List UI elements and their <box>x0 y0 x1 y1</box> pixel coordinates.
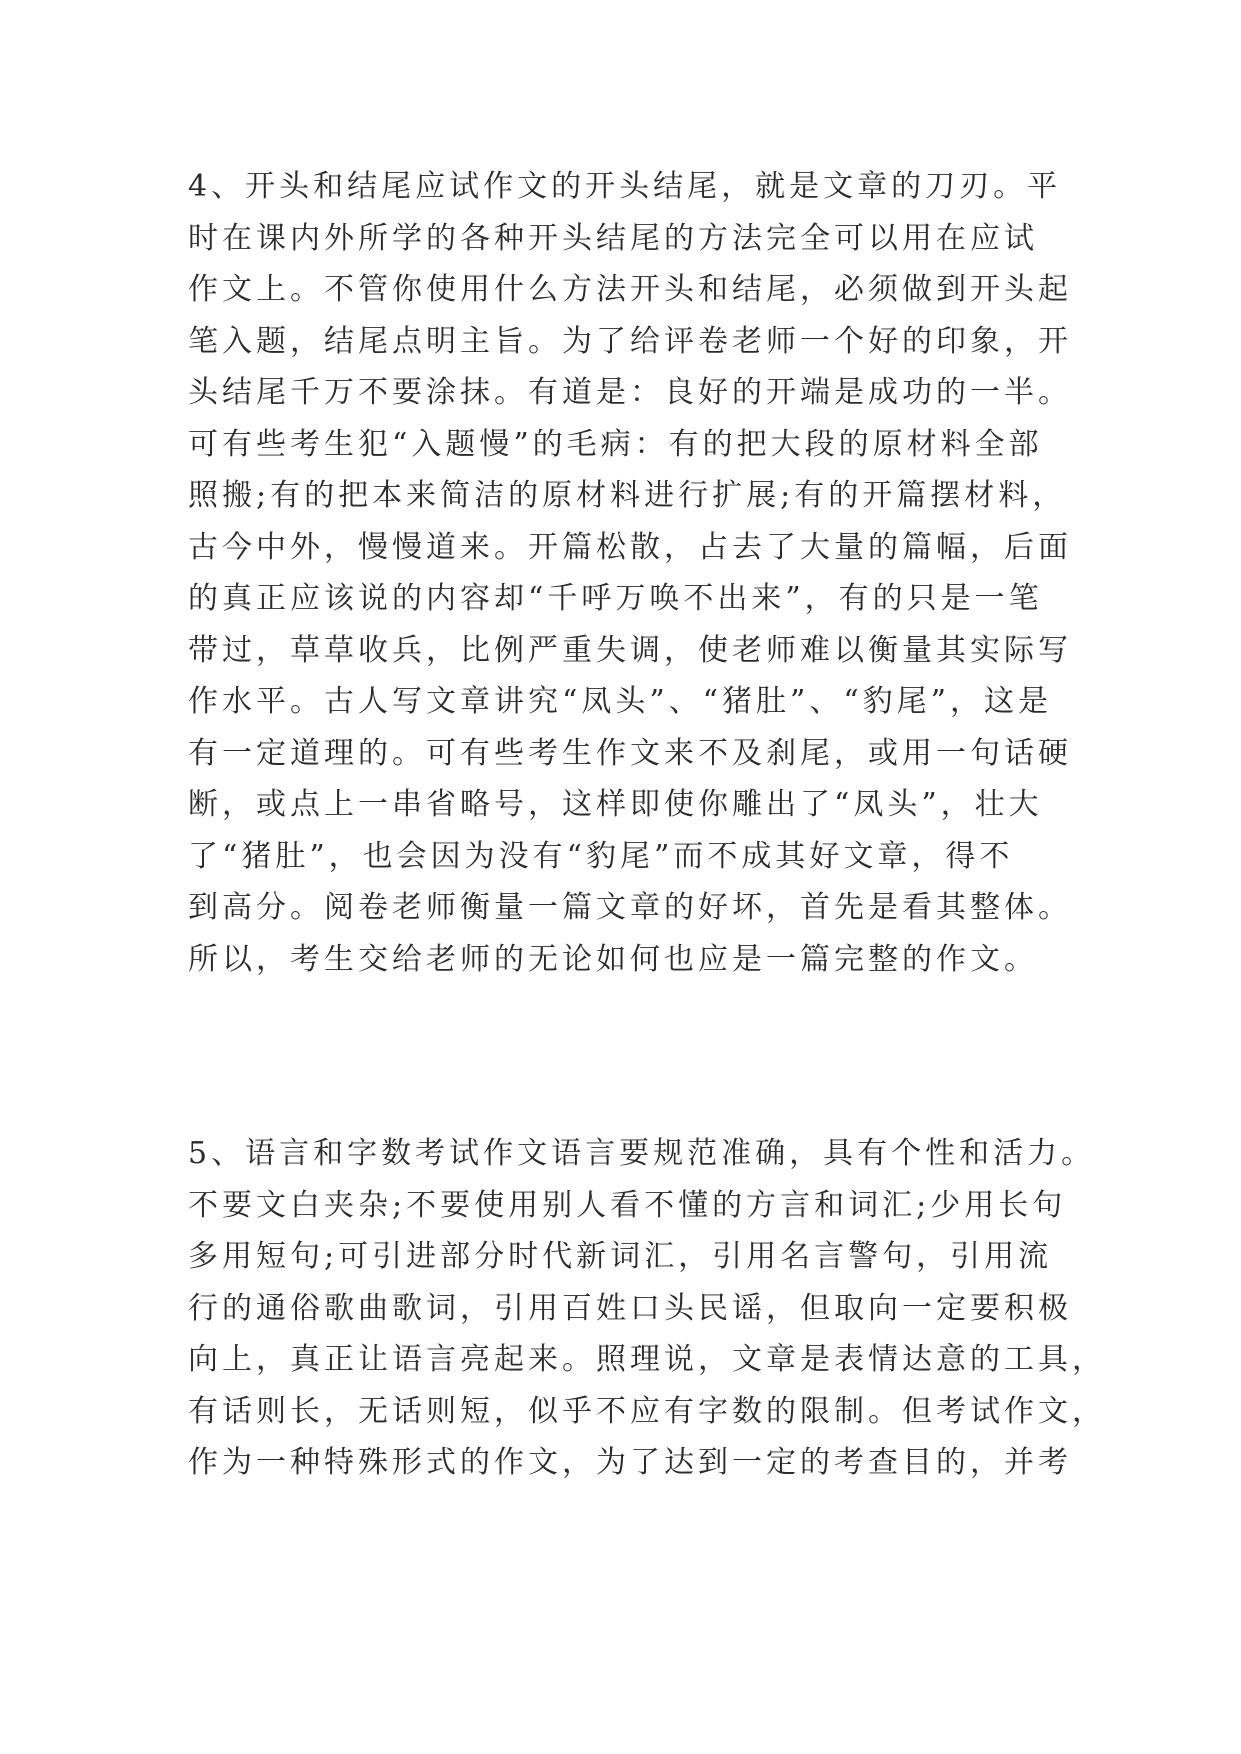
text-line: 的真正应该说的内容却“千呼万唤不出来”，有的只是一笔 <box>188 581 1043 616</box>
text-line: 有话则长，无话则短，似乎不应有字数的限制。但考试作文， <box>188 1393 1106 1429</box>
text-line: 作水平。古人写文章讲究“凤头”、“猪肚”、“豹尾”，这是 <box>188 684 1053 719</box>
text-line: 头结尾千万不要涂抹。有道是：良好的开端是成功的一半。 <box>188 375 1072 410</box>
paragraph-language-wordcount <box>188 1128 1106 1489</box>
text-line: 到高分。阅卷老师衡量一篇文章的好坏，首先是看其整体。 <box>188 890 1072 925</box>
text-line: 不要文白夹杂;不要使用别人看不懂的方言和词汇;少用长句 <box>188 1187 1067 1223</box>
text-line: 可有些考生犯“入题慢”的毛病：有的把大段的原材料全部 <box>188 426 1043 462</box>
text-line: 作文上。不管你使用什么方法开头和结尾，必须做到开头起 <box>188 272 1072 307</box>
text-line: 带过，草草收兵，比例严重失调，使老师难以衡量其实际写 <box>188 632 1072 668</box>
text-line: 笔入题，结尾点明主旨。为了给评卷老师一个好的印象，开 <box>188 323 1072 359</box>
paragraph-opening-ending <box>188 161 1072 985</box>
text-line: 照搬;有的把本来简洁的原材料进行扩展;有的开篇摆材料， <box>188 478 1067 513</box>
text-line: 5、语言和字数考试作文语言要规范准确，具有个性和活力。 <box>188 1136 1096 1171</box>
text-line: 时在课内外所学的各种开头结尾的方法完全可以用在应试 <box>188 220 1038 256</box>
text-line: 行的通俗歌曲歌词，引用百姓口头民谣，但取向一定要积极 <box>188 1290 1072 1326</box>
text-line: 断，或点上一串省略号，这样即使你雕出了“凤头”，壮大 <box>188 787 1043 822</box>
text-line: 有一定道理的。可有些考生作文来不及刹尾，或用一句话硬 <box>188 735 1072 771</box>
text-line: 4、开头和结尾应试作文的开头结尾，就是文章的刀刃。平 <box>188 169 1062 204</box>
text-line: 向上，真正让语言亮起来。照理说，文章是表情达意的工具， <box>188 1342 1106 1377</box>
text-line: 多用短句;可引进部分时代新词汇，引用名言警句，引用流 <box>188 1239 1053 1274</box>
text-line: 所以，考生交给老师的无论如何也应是一篇完整的作文。 <box>188 941 1038 977</box>
text-line: 古今中外，慢慢道来。开篇松散，占去了大量的篇幅，后面 <box>188 529 1072 565</box>
text-line: 作为一种特殊形式的作文，为了达到一定的考查目的，并考 <box>188 1445 1072 1480</box>
text-line: 了“猪肚”，也会因为没有“豹尾”而不成其好文章，得不 <box>188 838 1014 874</box>
